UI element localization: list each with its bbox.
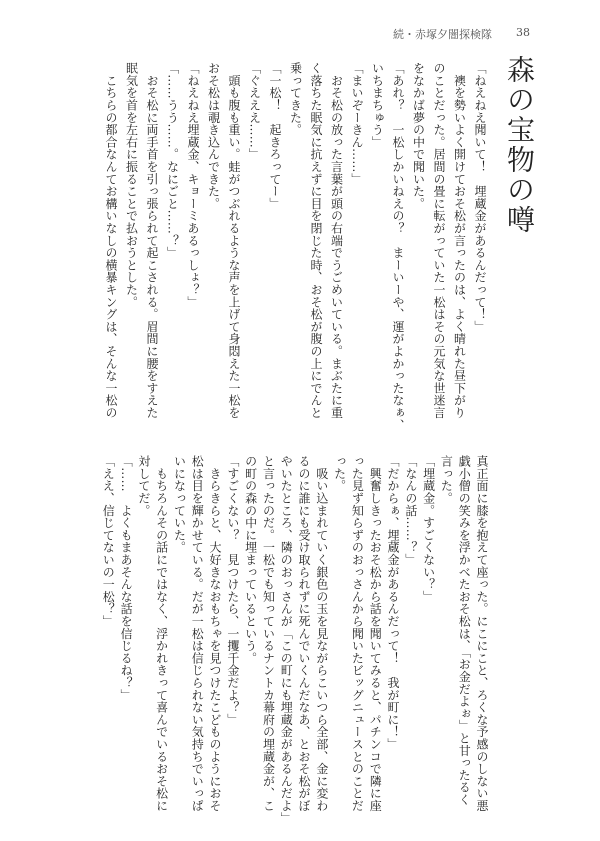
text-line: 「だからぁ、埋蔵金があるんだって！ 我が町に！」: [386, 455, 401, 751]
text-line: おそ松に両手首を引っ張られて起こされる。眉間に腰をすえた: [145, 62, 159, 419]
text-line: 頭も腹も重い。蛙がつぶれるような声を上げて身悶えた一松を: [227, 62, 241, 419]
text-line: 対してだ。: [136, 455, 151, 517]
text-line: 「ねえねえ聞いて！ 埋蔵金があるんだって！」: [473, 62, 487, 333]
text-line: 「埋蔵金。すごくない？」: [421, 455, 436, 603]
text-line: いちまちゅう」: [370, 62, 385, 149]
text-line: もちろんその話にではなく、浮かれきって喜んでいるおそ松に: [154, 455, 169, 812]
text-line: やいたところ、隣のおっさんが「この町にも埋蔵金があるんだよ」: [279, 455, 294, 824]
text-line: のことだった。居間の畳に転がっていた一松はその元気な世迷言: [432, 62, 446, 419]
text-line: 吸い込まれていく銀色の玉を見ながらこいつら全部、金に変わ: [314, 455, 329, 812]
text-line: 「すごくない？ 見つけたら、一攫千金だよ？」: [225, 455, 240, 726]
text-line: 興奮しきったおそ松から話を聞いてみると、パチンコで隣に座: [368, 455, 383, 812]
text-line: 「まいぞーきん……」: [350, 62, 364, 185]
chapter-title: 森の宝物の噂: [503, 55, 536, 235]
text-line: 「…… よくもまあそんな話を信じるね？」: [119, 455, 134, 701]
text-line: 眠気を首を左右に振ることで払おうとした。: [124, 62, 139, 308]
text-line: こちらの都合なんてお構いなしの横暴キングは、そんな一松の: [104, 62, 118, 419]
text-line: 襖を勢いよく開けておそ松が言ったのは、よく晴れた昼下がり: [452, 62, 467, 419]
text-line: 「ねえねえ埋蔵金、キョーミあるっしょ？」: [186, 62, 200, 308]
text-line: 「あれ？ 一松しかいねえの？ まーいーや、運がよかったなぁ、: [391, 62, 405, 431]
text-line: った見ず知らずのおっさんから聞いたビッグニュースとのことだ: [350, 455, 365, 812]
text-line: をなかば夢の中で聞いた。: [411, 62, 426, 210]
text-line: 「ぐえええ……」: [247, 62, 262, 161]
text-line: おそ松は覗き込んできた。: [206, 62, 221, 210]
text-line: 乗ってきた。: [288, 62, 303, 136]
text-line: 真正面に膝を抱えて座った。にこにこと、ろくな予感のしない悪: [475, 455, 489, 812]
text-line: 松は目を輝かせている。だが一松は信じられない気持ちでいっぱ: [190, 455, 205, 812]
book-title: 続・赤塚夕闇探検隊: [393, 28, 492, 41]
text-line: った。: [332, 455, 347, 492]
text-line: の町の森の中に埋まっているという。: [243, 455, 258, 665]
text-line: く落ちた眠気に抗えずに目を閉じた時、おそ松が腹の上にでんと: [309, 62, 323, 419]
lower-text-block: [98, 455, 490, 824]
text-line: 「なんの話……？」: [403, 455, 418, 566]
text-line: おそ松の放った言葉が頭の右端でうごめいている。まぶたに重: [329, 62, 344, 419]
text-line: 言った。: [439, 455, 454, 505]
text-line: 戯小僧の笑みを浮かべたおそ松は、「お金だよぉ」と甘ったるく: [457, 455, 472, 806]
text-line: きらきらと、大好きなおもちゃを見つけたこどものようにおそ: [208, 455, 223, 812]
text-line: 「ええ、信じてないの一松？」: [101, 455, 116, 628]
text-line: 「一松！ 起きろってー」: [268, 62, 282, 210]
text-line: いになっていた。: [172, 455, 187, 554]
page-number: 38: [516, 26, 530, 39]
text-line: るのに誰にも受け取られずに死んでいくんだなあ、とおそ松がぼ: [297, 455, 312, 812]
upper-text-block: [101, 62, 491, 431]
running-header: [393, 26, 530, 42]
text-line: と言ったのだ。一松でも知っているナントカ幕府の埋蔵金が、こ: [261, 455, 276, 812]
text-line: 「……うう……。なにごと……？」: [165, 62, 180, 259]
